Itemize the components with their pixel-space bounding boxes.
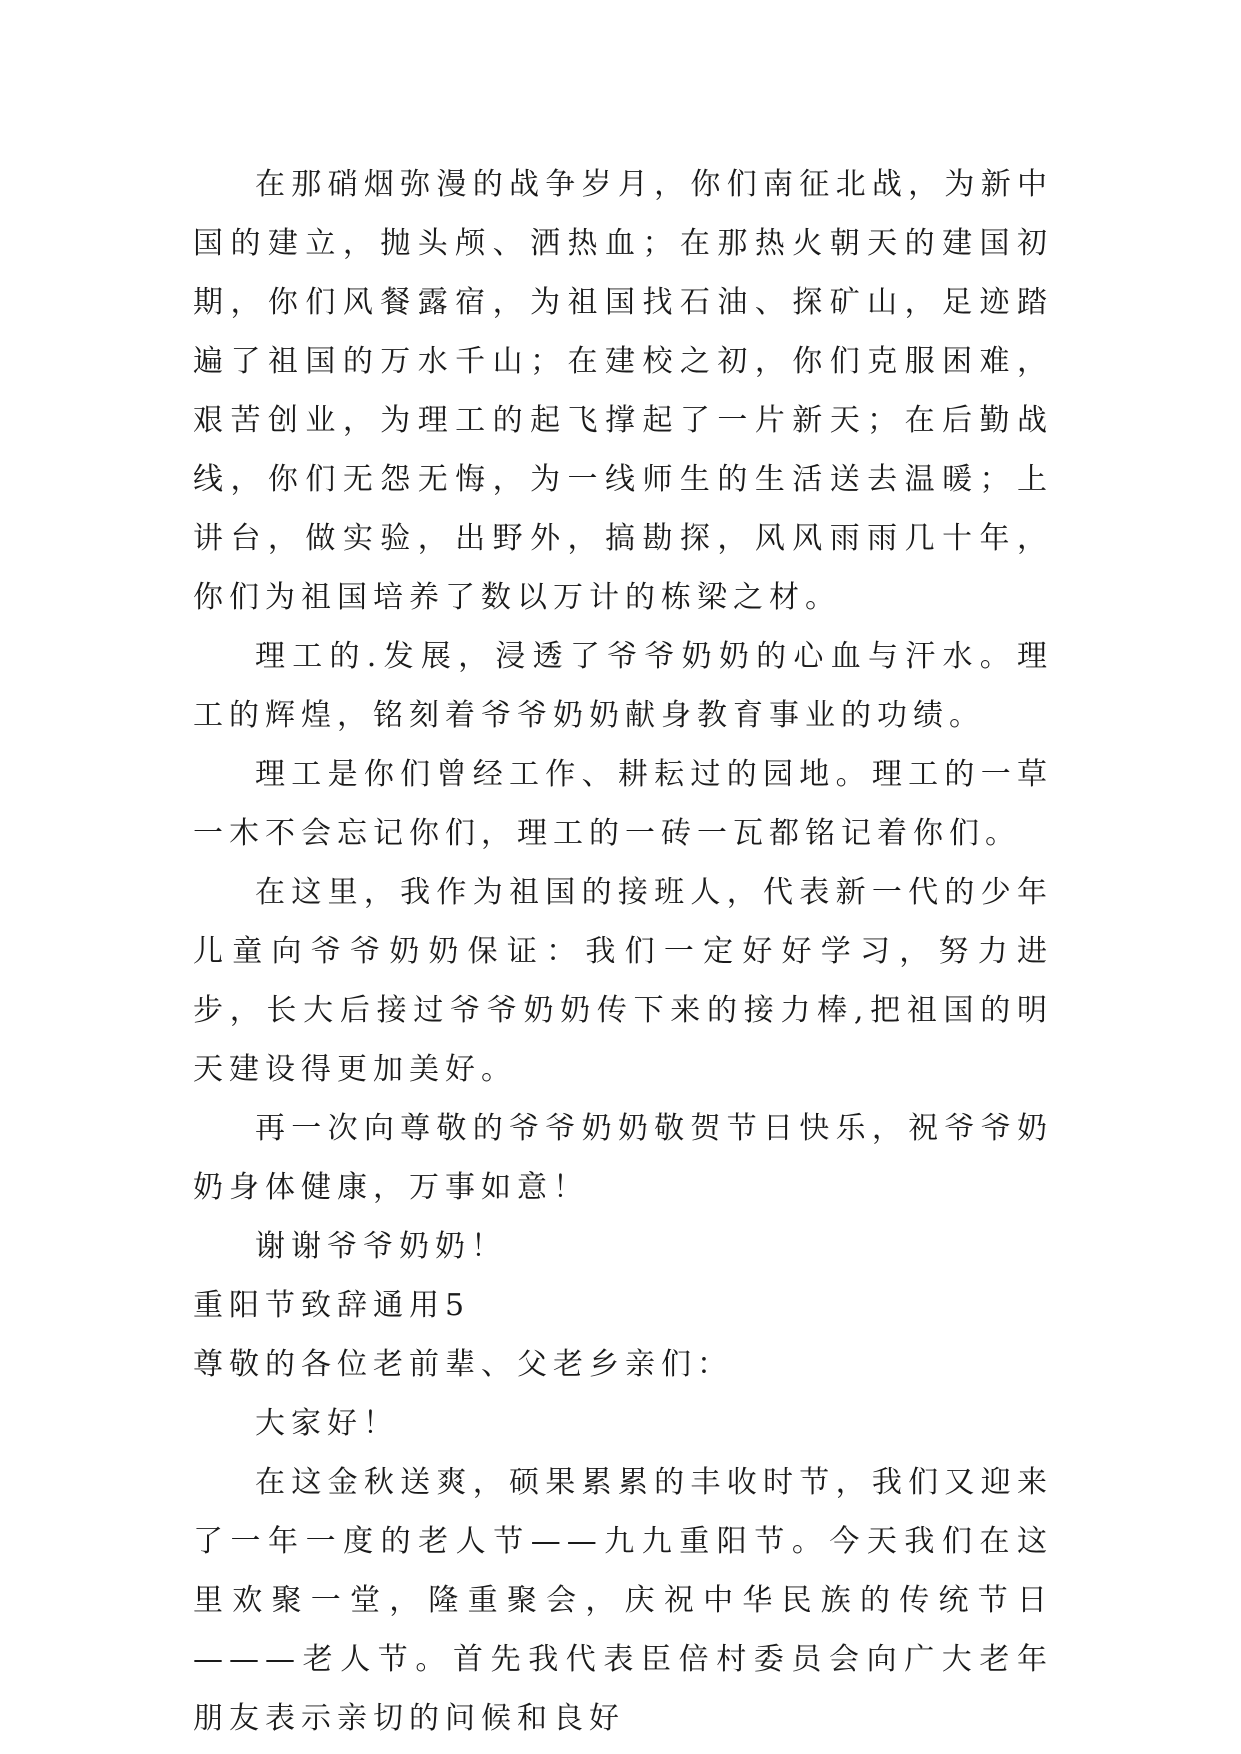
paragraph-development: 理工的.发展，浸透了爷爷奶奶的心血与汗水。理工的辉煌，铭刻着爷爷奶奶献身教育事业的功绩。	[193, 639, 1053, 733]
paragraph-thanks: 谢谢爷爷奶奶！	[255, 1229, 507, 1264]
paragraph-pledge: 在这里，我作为祖国的接班人，代表新一代的少年儿童向爷爷奶奶保证：我们一定好好学习，努力进步，长大后接过爷爷奶奶传下来的接力棒,把祖国的明天建设得更加美好。	[193, 875, 1053, 1087]
greeting: 大家好！	[255, 1406, 399, 1441]
section-title: 重阳节致辞通用5	[193, 1288, 471, 1323]
document-body	[193, 155, 1053, 1748]
paragraph-wishes: 再一次向尊敬的爷爷奶奶敬贺节日快乐，祝爷爷奶奶身体健康，万事如意！	[193, 1111, 1053, 1205]
paragraph-festival: 在这金秋送爽，硕果累累的丰收时节，我们又迎来了一年一度的老人节——九九重阳节。今天我们在这里欢聚一堂，隆重聚会，庆祝中华民族的传统节日———老人节。首先我代表臣倍村委员会向广大老年朋友表示亲切的问候和良好	[193, 1465, 1053, 1736]
salutation: 尊敬的各位老前辈、父老乡亲们：	[193, 1347, 733, 1382]
paragraph-war-years: 在那硝烟弥漫的战争岁月，你们南征北战，为新中国的建立，抛头颅、洒热血；在那热火朝天的建国初期，你们风餐露宿，为祖国找石油、探矿山，足迹踏遍了祖国的万水千山；在建校之初，你们克服困难，艰苦创业，为理工的起飞撑起了一片新天；在后勤战线，你们无怨无悔，为一线师生的生活送去温暖；上讲台，做实验，出野外，搞勘探，风风雨雨几十年，你们为祖国培养了数以万计的栋梁之材。	[193, 167, 1053, 615]
paragraph-campus: 理工是你们曾经工作、耕耘过的园地。理工的一草一木不会忘记你们，理工的一砖一瓦都铭记着你们。	[193, 757, 1053, 851]
